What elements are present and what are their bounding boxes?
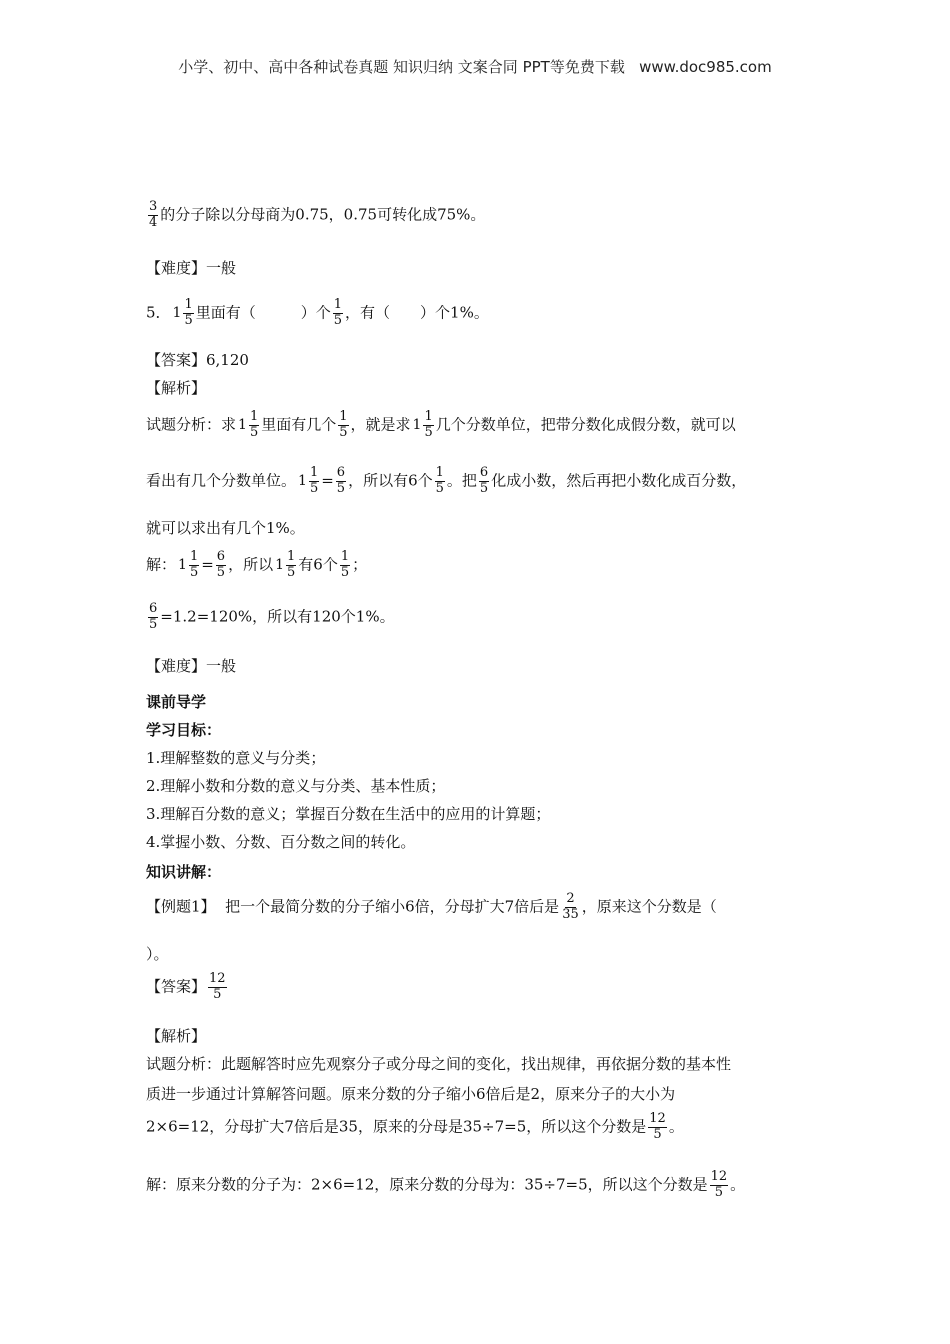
example-1-line-1: 【例题1】 把一个最简分数的分子缩小6倍，分母扩大7倍后是 $\frac{2}{35}$ ，原来这个分数是（ xyxy=(146,891,717,922)
header-url[interactable]: www.doc985.com xyxy=(639,58,772,76)
page-header xyxy=(0,56,950,77)
goal-item: 3.理解百分数的意义；掌握百分数在生活中的应用的计算题； xyxy=(146,805,551,823)
analysis-label: 【解析】 xyxy=(146,379,207,397)
solution-line-2: $\frac{6}{5}$ =1.2=120%，所以有120个1%。 xyxy=(149,601,395,632)
example-1-line-2: ）。 xyxy=(146,945,169,963)
question-5: 5． 1 $\frac{1}{5}$ 里面有（ ）个 $\frac{1}{5}$ ，有（ ）个1%。 xyxy=(146,297,489,328)
analysis-line-2: 看出有几个分数单位。 1 $\frac{1}{5}$ = $\frac{6}{5}$ ，所以有6个 $\frac{1}{5}$ 。把 $\frac{6}{5}$ 化成小数，然后再把小数化成百分数， xyxy=(146,465,747,496)
analysis-line-1: 试题分析：求 1 $\frac{1}{5}$ 里面有几个 $\frac{1}{5}$ ，就是求 1 $\frac{1}{5}$ 几个分数单位，把带分数化成假分数，就可以 xyxy=(146,409,736,440)
answer-label: 【答案】6,120 xyxy=(146,351,249,369)
knowledge-title: 知识讲解： xyxy=(146,863,222,881)
example-1-analysis-2: 质进一步通过计算解答问题。原来分数的分子缩小6倍后是2，原来分子的大小为 xyxy=(146,1085,676,1103)
goal-item: 1.理解整数的意义与分类； xyxy=(146,749,326,767)
difficulty-label: 【难度】一般 xyxy=(146,259,237,277)
analysis-label: 【解析】 xyxy=(146,1027,207,1045)
prev-conversion-line: $\frac{3}{4}$ 的分子除以分母商为0.75，0.75可转化成75%。 xyxy=(149,199,486,230)
analysis-line-3: 就可以求出有几个1%。 xyxy=(146,519,305,537)
section-title: 课前导学 xyxy=(146,693,207,711)
goal-item: 4.掌握小数、分数、百分数之间的转化。 xyxy=(146,833,416,851)
example-1-analysis-1: 试题分析：此题解答时应先观察分子或分母之间的变化，找出规律，再依据分数的基本性 xyxy=(146,1055,732,1073)
fraction: $\frac{3}{4}$ xyxy=(149,199,158,230)
goal-item: 2.理解小数和分数的意义与分类、基本性质； xyxy=(146,777,446,795)
example-1-analysis-3: 2×6=12，分母扩大7倍后是35，原来的分母是35÷7=5，所以这个分数是 $\frac{12}{5}$ 。 xyxy=(146,1111,684,1142)
example-1-answer: 【答案】 $\frac{12}{5}$ xyxy=(146,971,226,1002)
header-text: 小学、初中、高中各种试卷真题 知识归纳 文案合同 PPT等免费下载 xyxy=(178,58,625,76)
goals-title: 学习目标： xyxy=(146,721,222,739)
example-1-solution: 解：原来分数的分子为：2×6=12，原来分数的分母为：35÷7=5，所以这个分数是 $\frac{12}{5}$ 。 xyxy=(146,1169,746,1200)
difficulty-label: 【难度】一般 xyxy=(146,657,237,675)
solution-line-1: 解： 1 $\frac{1}{5}$ = $\frac{6}{5}$ ，所以 1 $\frac{1}{5}$ 有6个 $\frac{1}{5}$ ； xyxy=(146,549,368,580)
